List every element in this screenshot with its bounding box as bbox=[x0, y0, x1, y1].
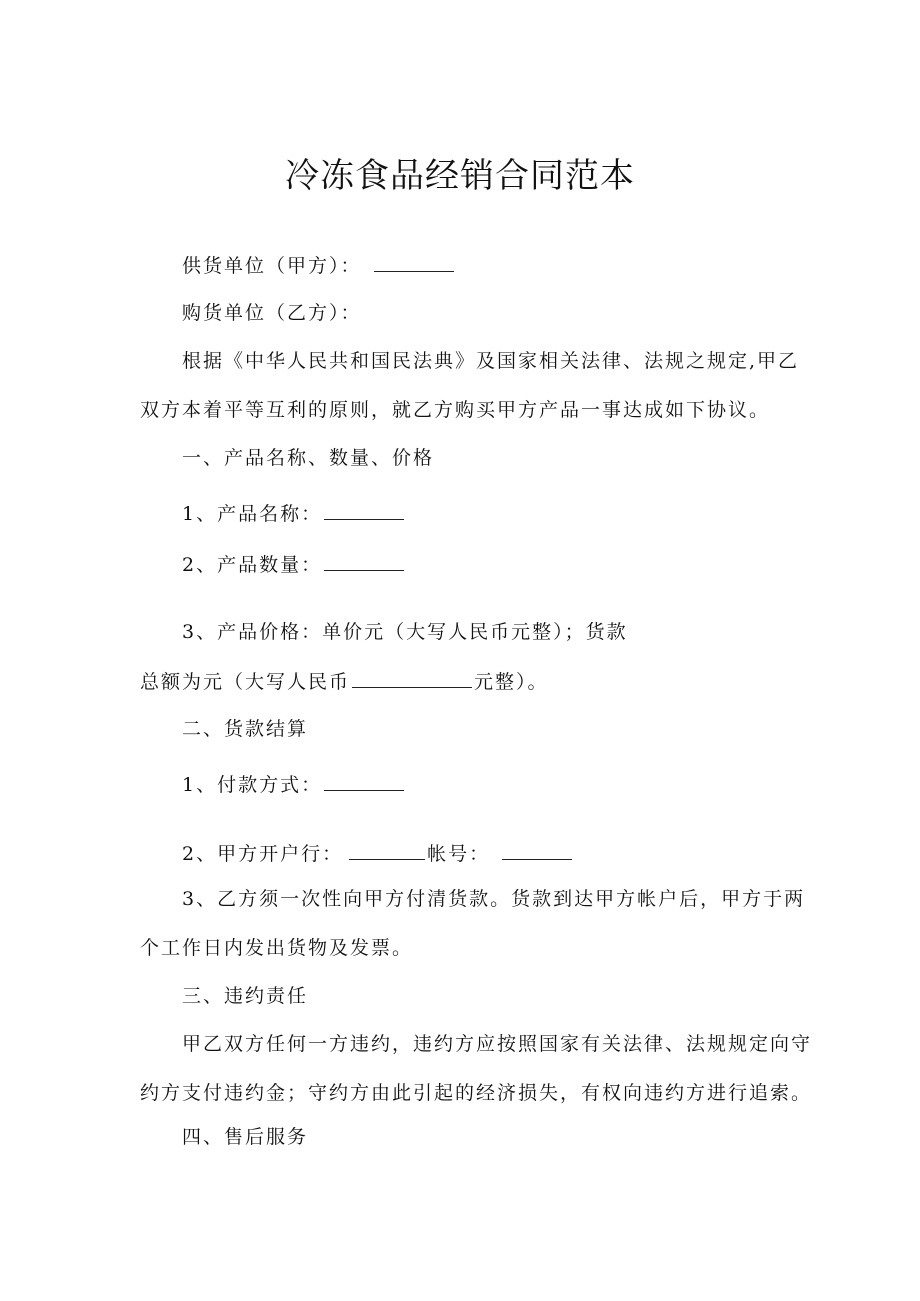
payment-clause-line-1: 3、乙方须一次性向甲方付清货款。货款到达甲方帐户后，甲方于两 bbox=[182, 888, 806, 910]
page-title: 冷冻食品经销合同范本 bbox=[285, 156, 635, 196]
intro-line-1: 根据《中华人民共和国民法典》及国家相关法律、法规之规定,甲乙 bbox=[182, 350, 800, 372]
section2-heading: 二、货款结算 bbox=[182, 718, 309, 740]
buyer-line bbox=[140, 299, 842, 327]
product-price-line-2 bbox=[140, 667, 800, 696]
liability-line-1: 甲乙双方任何一方违约，违约方应按照国家有关法律、法规规定向守 bbox=[182, 1033, 813, 1055]
payment-method-blank[interactable] bbox=[324, 770, 404, 791]
payment-method-label: 1、付款方式： bbox=[182, 774, 323, 796]
supplier-line bbox=[140, 251, 842, 280]
product-name-blank[interactable] bbox=[324, 499, 404, 520]
account-blank[interactable] bbox=[502, 839, 572, 860]
product-name-label: 1、产品名称： bbox=[182, 503, 323, 525]
account-label: 帐号： bbox=[427, 843, 491, 865]
bank-blank[interactable] bbox=[349, 839, 425, 860]
payment-method-line bbox=[140, 770, 842, 799]
total-amount-prefix: 总额为元（大写人民币 bbox=[140, 671, 351, 693]
supplier-blank[interactable] bbox=[374, 251, 454, 272]
product-quantity-blank[interactable] bbox=[324, 550, 404, 571]
bank-label: 2、甲方开户行： bbox=[182, 843, 344, 865]
intro-line-2: 双方本着平等互利的原则，就乙方购买甲方产品一事达成如下协议。 bbox=[140, 399, 771, 421]
buyer-label: 购货单位（乙方）： bbox=[182, 302, 362, 324]
section4-heading: 四、售后服务 bbox=[182, 1126, 309, 1148]
section3-heading: 三、违约责任 bbox=[182, 985, 309, 1007]
bank-account-line bbox=[140, 839, 842, 868]
total-amount-suffix: 元整）。 bbox=[474, 671, 549, 693]
product-quantity-label: 2、产品数量： bbox=[182, 554, 323, 576]
total-amount-blank[interactable] bbox=[352, 667, 472, 688]
liability-line-2: 约方支付违约金；守约方由此引起的经济损失，有权向违约方进行追索。 bbox=[140, 1082, 813, 1104]
supplier-label: 供货单位（甲方）： bbox=[182, 255, 362, 277]
section1-heading: 一、产品名称、数量、价格 bbox=[182, 447, 435, 469]
product-price-line-1: 3、产品价格：单价元（大写人民币元整）；货款 bbox=[182, 621, 628, 643]
payment-clause-line-2: 个工作日内发出货物及发票。 bbox=[140, 937, 414, 959]
product-quantity-line bbox=[140, 550, 842, 579]
product-name-line bbox=[140, 499, 842, 528]
